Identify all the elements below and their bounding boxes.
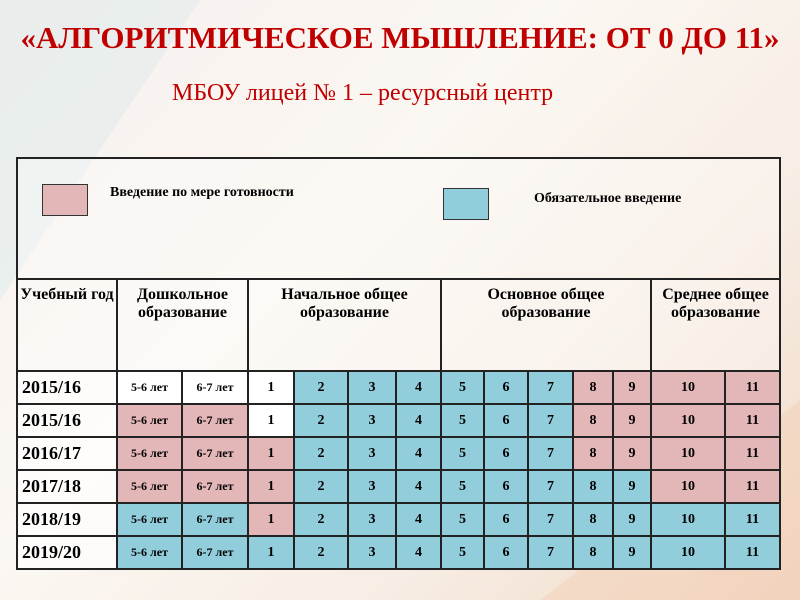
grade-cell: 5 xyxy=(441,470,484,503)
year-cell: 2015/16 xyxy=(17,404,117,437)
grade-cell: 8 xyxy=(573,536,613,569)
grade-cell: 11 xyxy=(725,503,780,536)
grade-cell: 4 xyxy=(396,437,441,470)
grade-cell: 2 xyxy=(294,371,348,404)
year-cell: 2016/17 xyxy=(17,437,117,470)
grade-cell: 6 xyxy=(484,404,528,437)
slide-title: «АЛГОРИТМИЧЕСКОЕ МЫШЛЕНИЕ: ОТ 0 ДО 11» xyxy=(20,20,780,55)
table-row xyxy=(17,437,780,470)
grade-cell: 5 xyxy=(441,371,484,404)
grade-cell: 10 xyxy=(651,470,725,503)
grade-cell: 4 xyxy=(396,404,441,437)
grade-cell: 4 xyxy=(396,371,441,404)
grade-cell: 3 xyxy=(348,404,396,437)
legend-swatch-pink xyxy=(42,184,88,216)
grade-cell: 4 xyxy=(396,470,441,503)
grade-cell: 2 xyxy=(294,470,348,503)
grade-cell: 3 xyxy=(348,437,396,470)
grade-cell: 5 xyxy=(441,404,484,437)
year-cell: 2018/19 xyxy=(17,503,117,536)
grade-cell: 6-7 лет xyxy=(182,437,248,470)
grade-cell: 9 xyxy=(613,404,651,437)
legend-swatch-blue xyxy=(443,188,489,220)
grade-cell: 5 xyxy=(441,437,484,470)
grade-cell: 6 xyxy=(484,503,528,536)
grade-cell: 7 xyxy=(528,470,573,503)
grade-cell: 5-6 лет xyxy=(117,503,182,536)
grade-cell: 7 xyxy=(528,437,573,470)
grade-cell: 8 xyxy=(573,371,613,404)
header-year: Учебный год xyxy=(17,279,117,371)
grade-cell: 1 xyxy=(248,437,294,470)
grade-cell: 6 xyxy=(484,371,528,404)
grade-cell: 7 xyxy=(528,503,573,536)
year-cell: 2017/18 xyxy=(17,470,117,503)
grade-cell: 9 xyxy=(613,503,651,536)
grade-cell: 11 xyxy=(725,536,780,569)
grade-cell: 5-6 лет xyxy=(117,470,182,503)
grade-cell: 6-7 лет xyxy=(182,371,248,404)
grade-cell: 7 xyxy=(528,404,573,437)
header-basic: Основное общее образование xyxy=(441,279,651,371)
grade-cell: 1 xyxy=(248,404,294,437)
grade-cell: 5-6 лет xyxy=(117,404,182,437)
grade-cell: 10 xyxy=(651,437,725,470)
grade-cell: 1 xyxy=(248,536,294,569)
grade-cell: 2 xyxy=(294,404,348,437)
year-cell: 2019/20 xyxy=(17,536,117,569)
grade-cell: 7 xyxy=(528,371,573,404)
grade-cell: 3 xyxy=(348,536,396,569)
grade-cell: 6-7 лет xyxy=(182,503,248,536)
grade-cell: 9 xyxy=(613,536,651,569)
grade-cell: 4 xyxy=(396,503,441,536)
grade-cell: 9 xyxy=(613,470,651,503)
grade-cell: 2 xyxy=(294,503,348,536)
grade-cell: 3 xyxy=(348,503,396,536)
grade-cell: 6-7 лет xyxy=(182,470,248,503)
grade-cell: 8 xyxy=(573,470,613,503)
table-row xyxy=(17,371,780,404)
grade-cell: 4 xyxy=(396,536,441,569)
grade-cell: 10 xyxy=(651,503,725,536)
grade-cell: 2 xyxy=(294,536,348,569)
grade-cell: 5 xyxy=(441,503,484,536)
legend-label: Обязательное введение xyxy=(534,191,682,206)
grade-cell: 11 xyxy=(725,437,780,470)
grade-cell: 6-7 лет xyxy=(182,536,248,569)
grade-cell: 7 xyxy=(528,536,573,569)
grade-cell: 6 xyxy=(484,536,528,569)
grade-cell: 8 xyxy=(573,503,613,536)
grade-cell: 11 xyxy=(725,371,780,404)
grade-cell: 1 xyxy=(248,503,294,536)
grade-cell: 5-6 лет xyxy=(117,437,182,470)
table-row xyxy=(17,536,780,569)
grade-cell: 1 xyxy=(248,470,294,503)
grade-cell: 2 xyxy=(294,437,348,470)
grade-cell: 3 xyxy=(348,470,396,503)
year-cell: 2015/16 xyxy=(17,371,117,404)
header-primary: Начальное общее образование xyxy=(248,279,441,371)
grade-cell: 6 xyxy=(484,470,528,503)
table-row xyxy=(17,404,780,437)
table-row xyxy=(17,470,780,503)
grade-cell: 10 xyxy=(651,371,725,404)
grade-cell: 8 xyxy=(573,404,613,437)
header-preschool: Дошкольное образование xyxy=(117,279,248,371)
grade-cell: 5-6 лет xyxy=(117,536,182,569)
grade-cell: 9 xyxy=(613,371,651,404)
grade-cell: 11 xyxy=(725,404,780,437)
schedule-table xyxy=(16,157,781,570)
slide-subtitle: МБОУ лицей № 1 – ресурсный центр xyxy=(172,80,554,106)
grade-cell: 5-6 лет xyxy=(117,371,182,404)
grade-cell: 8 xyxy=(573,437,613,470)
grade-cell: 9 xyxy=(613,437,651,470)
grade-cell: 1 xyxy=(248,371,294,404)
legend-label: Введение по мере готовности xyxy=(110,185,294,200)
grade-cell: 11 xyxy=(725,470,780,503)
header-secondary: Среднее общее образование xyxy=(651,279,780,371)
grade-cell: 10 xyxy=(651,536,725,569)
grade-cell: 6-7 лет xyxy=(182,404,248,437)
legend xyxy=(17,158,780,279)
grade-cell: 5 xyxy=(441,536,484,569)
grade-cell: 10 xyxy=(651,404,725,437)
table-row xyxy=(17,503,780,536)
grade-cell: 6 xyxy=(484,437,528,470)
grade-cell: 3 xyxy=(348,371,396,404)
